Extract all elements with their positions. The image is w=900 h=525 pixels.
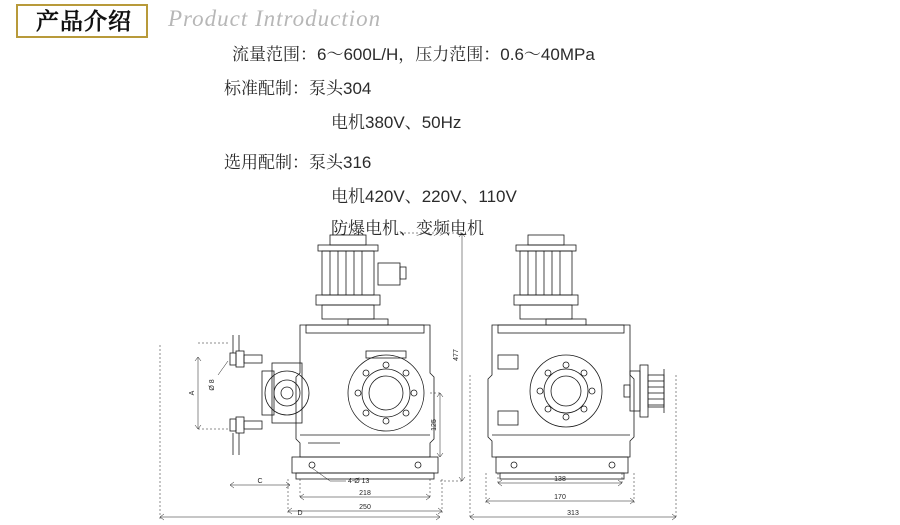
pump-dimension-drawing-svg: [0, 225, 900, 525]
right-view-group: [488, 235, 664, 479]
dim-width-250: 250: [359, 504, 371, 511]
dim-label-d: D: [297, 510, 303, 517]
dim-label-b: Ø 8: [209, 379, 216, 391]
right-view-dimensions: [470, 375, 676, 520]
section-badge-label: 产品介绍: [36, 8, 132, 34]
spec-line-standard-motor: 电机380V、50Hz: [331, 113, 462, 132]
dim-width-218: 218: [359, 490, 371, 497]
dim-width-313: 313: [567, 510, 579, 517]
spec-line-standard-config: 标准配制：泵头304: [224, 79, 372, 98]
dim-label-a: A: [189, 390, 196, 396]
dim-hole-note: 4-Ø 13: [348, 478, 370, 485]
spec-line-explosion-proof-motor: 防爆电机、变频电机: [331, 219, 484, 238]
spec-line-optional-config: 选用配制：泵头316: [224, 153, 372, 172]
spec-line-flow-pressure: 流量范围：6～600L/H，压力范围：0.6～40MPa: [232, 45, 595, 64]
dim-height-total: 477: [453, 349, 460, 361]
technical-drawing: [0, 225, 900, 525]
left-view-dimensions: [160, 233, 465, 520]
left-view-group: [230, 235, 438, 479]
spec-line-optional-motor: 电机420V、220V、110V: [331, 187, 517, 206]
section-badge: [16, 4, 148, 38]
page-header: [0, 0, 900, 42]
dim-width-170: 170: [554, 494, 566, 501]
dim-height-mid: 125: [431, 419, 438, 431]
dim-width-138: 138: [554, 476, 566, 483]
section-english-title: Product Introduction: [168, 6, 382, 31]
dim-label-c: C: [257, 478, 263, 485]
